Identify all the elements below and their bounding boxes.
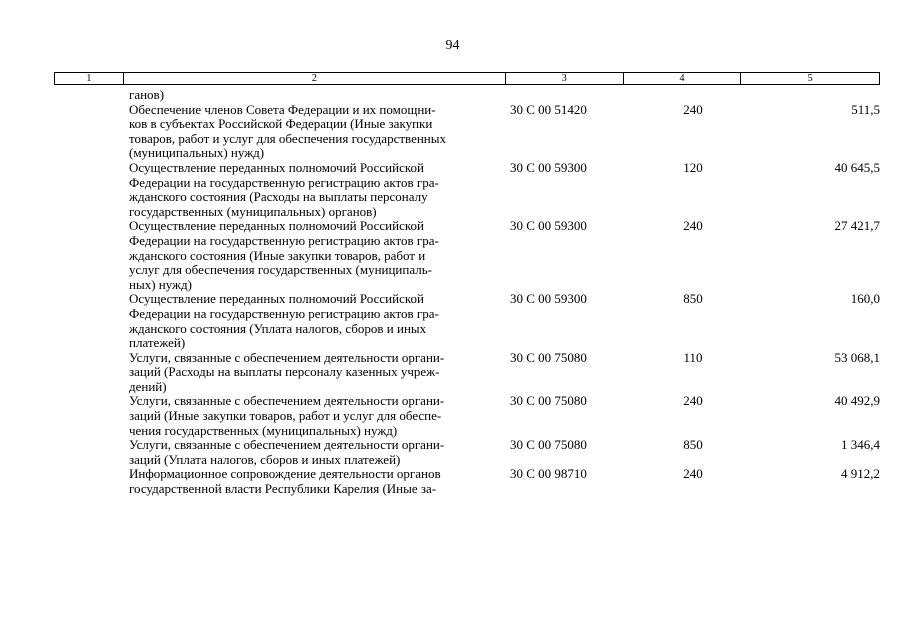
row-name — [129, 438, 507, 467]
row-name-line: государственных (муниципальных) органов) — [129, 203, 377, 219]
table-row — [54, 394, 880, 438]
row-code: 30 С 00 59300 — [510, 291, 587, 307]
row-name-line: жданского состояния (Расходы на выплаты персоналу — [129, 189, 428, 205]
row-name-line: Осуществление переданных полномочий Российской — [129, 218, 424, 234]
table-row — [54, 438, 880, 467]
row-sum: 511,5 — [851, 101, 880, 117]
row-name-line: платежей) — [129, 335, 186, 351]
row-type: 110 — [683, 349, 703, 365]
table-row — [54, 292, 880, 350]
table-body — [54, 88, 880, 497]
row-name-line: Обеспечение членов Совета Федерации и их помощни- — [129, 101, 436, 117]
row-name-line: Услуги, связанные с обеспечением деятельности органи- — [129, 393, 445, 409]
row-code: 30 С 00 51420 — [510, 101, 587, 117]
row-name-line: услуг для обеспечения государственных (муниципаль- — [129, 262, 432, 278]
row-code — [507, 88, 667, 103]
row-name — [129, 394, 507, 438]
row-name — [129, 292, 507, 350]
table-row — [54, 351, 880, 395]
header-col-2: 2 — [124, 73, 506, 84]
row-name-line: ганов) — [129, 87, 165, 102]
row-sum: 27 421,7 — [834, 218, 880, 234]
row-code: 30 С 00 98710 — [510, 466, 587, 482]
table-row — [54, 161, 880, 219]
row-name-line: заций (Расходы на выплаты персоналу казенных учреж- — [129, 364, 440, 380]
row-name-line: ков в субъектах Российской Федерации (Иные закупки — [129, 116, 433, 132]
header-col-1: 1 — [55, 73, 124, 84]
row-code: 30 С 00 59300 — [510, 159, 587, 175]
row-name-line: Информационное сопровождение деятельности органов — [129, 466, 441, 482]
row-name-line: Федерации на государственную регистрацию актов гра- — [129, 305, 439, 321]
row-name — [129, 88, 507, 103]
row-name-line: ных) нужд) — [129, 276, 192, 292]
row-type: 850 — [683, 437, 703, 453]
header-col-3: 3 — [506, 73, 624, 84]
row-type: 850 — [683, 291, 703, 307]
table-header — [54, 72, 880, 85]
row-sum: 4 912,2 — [841, 466, 880, 482]
header-col-4: 4 — [624, 73, 742, 84]
row-sum: 53 068,1 — [834, 349, 880, 365]
row-name-line: Федерации на государственную регистрацию актов гра- — [129, 174, 439, 190]
row-name-line: жданского состояния (Уплата налогов, сборов и иных — [129, 320, 427, 336]
row-type: 240 — [683, 466, 703, 482]
row-name-line: товаров, работ и услуг для обеспечения государственных — [129, 130, 446, 146]
row-name — [129, 103, 507, 161]
row-name-line: Услуги, связанные с обеспечением деятельности органи- — [129, 437, 445, 453]
row-name-line: Осуществление переданных полномочий Российской — [129, 159, 424, 175]
row-type: 240 — [683, 393, 703, 409]
table-row — [54, 103, 880, 161]
row-sum — [718, 88, 880, 103]
row-sum: 1 346,4 — [841, 437, 880, 453]
row-name-line: (муниципальных) нужд) — [129, 145, 265, 161]
table-row — [54, 219, 880, 292]
row-name — [129, 467, 507, 496]
row-type: 240 — [683, 218, 703, 234]
row-type — [668, 88, 718, 103]
row-sum: 40 492,9 — [834, 393, 880, 409]
header-col-5: 5 — [807, 73, 813, 84]
row-name-line: чения государственных (муниципальных) нужд) — [129, 422, 398, 438]
row-name-line: жданского состояния (Иные закупки товаров, работ и — [129, 247, 426, 263]
row-type: 240 — [683, 101, 703, 117]
row-name — [129, 351, 507, 395]
row-code: 30 С 00 75080 — [510, 437, 587, 453]
row-sum: 160,0 — [850, 291, 880, 307]
row-code: 30 С 00 59300 — [510, 218, 587, 234]
row-code: 30 С 00 75080 — [510, 349, 587, 365]
row-name-line: заций (Иные закупки товаров, работ и услуг для обеспе- — [129, 408, 442, 424]
row-name-line: Осуществление переданных полномочий Российской — [129, 291, 424, 307]
row-name — [129, 161, 507, 219]
row-code: 30 С 00 75080 — [510, 393, 587, 409]
row-name-line: заций (Уплата налогов, сборов и иных платежей) — [129, 451, 401, 467]
row-name-line: Услуги, связанные с обеспечением деятельности органи- — [129, 349, 445, 365]
row-name-line: государственной власти Республики Карелия (Иные за- — [129, 481, 437, 497]
row-name-line: Федерации на государственную регистрацию актов гра- — [129, 232, 439, 248]
page-number: 94 — [445, 38, 460, 53]
row-name — [129, 219, 507, 292]
table-row — [54, 467, 880, 496]
row-name-line: дений) — [129, 378, 167, 394]
row-sum: 40 645,5 — [834, 159, 880, 175]
table-row — [54, 88, 880, 103]
row-type: 120 — [683, 159, 703, 175]
